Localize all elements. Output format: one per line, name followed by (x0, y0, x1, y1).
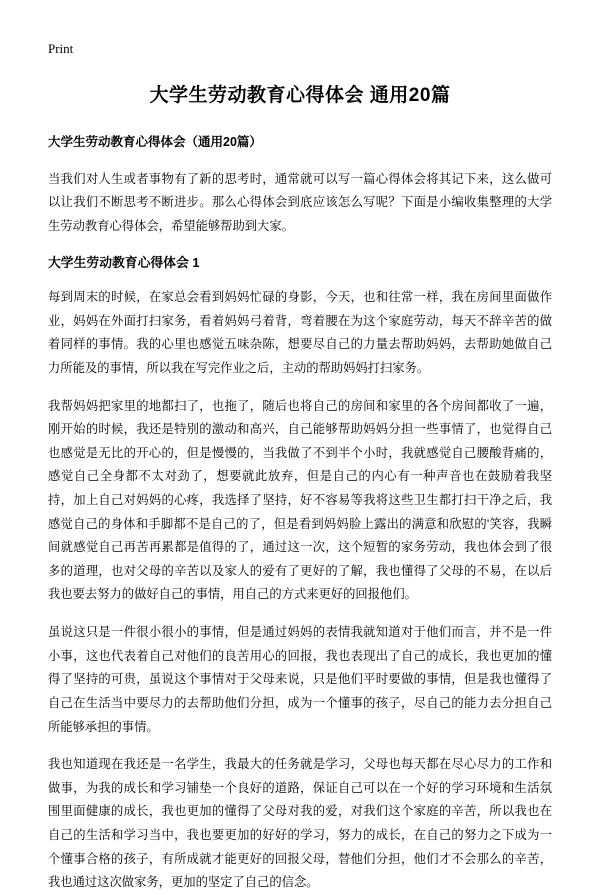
print-button[interactable]: Print (48, 41, 74, 56)
body-paragraph: 虽说这只是一件很小很小的事情，但是通过妈妈的表情我就知道对于他们而言，并不是一件小事，这也代表着自己对他们的良苦用心的回报，我也表现出了自己的成长，我也更加的懂得了坚持的可贵，虽说这个事情对于父母来说，只是他们平时要做的事情，但是我也懂得了自己在生活当中要尽力的去帮助他们分担，成为一个懂事的孩子，尽自己的能力去分担自己所能够承担的事情。 (48, 625, 552, 734)
document-subtitle: 大学生劳动教育心得体会（通用20篇） (48, 134, 262, 149)
page-title: 大学生劳动教育心得体会 通用20篇 (149, 85, 451, 106)
body-paragraph: 我也知道现在我还是一名学生，我最大的任务就是学习，父母也每天都在尽心尽力的工作和做事，为我的成长和学习铺垫一个良好的道路，保证自己可以在一个好的学习环境和生活氛围里面健康的成长，我也更加的懂得了父母对我的爱，对我们这个家庭的辛苦，所以我也在自己的生活和学习当中，我也要更加的好好的学习，努力的成长，在自己的努力之下成为一个懂事合格的孩子，有所成就才能更好的回报父母，替他们分担，他们才不会那么的辛苦，我也通过这次做家务，更加的坚定了自己的信念。 (48, 757, 552, 890)
body-paragraph: 每到周末的时候，在家总会看到妈妈忙碌的身影，今天，也和往常一样，我在房间里面做作业，妈妈在外面打扫家务，看着妈妈弓着背，弯着腰在为这个家庭劳动，每天不辞辛苦的做着同样的事情。我的心里也感觉五味杂陈，想要尽自己的力量去帮助妈妈，去帮助她做自己力所能及的事情，所以我在写完作业之后，主动的帮助妈妈打扫家务。 (48, 290, 552, 375)
body-paragraph: 我帮妈妈把家里的地都扫了，也拖了，随后也将自己的房间和家里的各个房间都收了一遍，刚开始的时候，我还是特别的激动和高兴，自己能够帮助妈妈分担一些事情了，也觉得自己也感觉是无比的开心的，但是慢慢的，当我做了不到半个小时，我就感觉自己腰酸背痛的，感觉自己全身都不太对劲了，想要就此放弃，但是自己的内心有一种声音也在鼓励着我坚持，加上自己对妈妈的心疼，我选择了坚持，好不容易等我将这些卫生都打扫干净之后，我感觉自己的身体和手脚都不是自己的了，但是看到妈妈脸上露出的满意和欣慰的'笑容，我瞬间就感觉自己再苦再累都是值得的了，通过这一次，这个短暂的家务劳动，我也体会到了很多的道理，也对父母的辛苦以及家人的爱有了更好的了解，我也懂得了父母的不易，在以后我也要去努力的做好自己的事情，用自己的方式来更好的回报他们。 (48, 398, 552, 602)
section-heading: 大学生劳动教育心得体会 1 (48, 255, 200, 271)
intro-paragraph: 当我们对人生或者事物有了新的思考时，通常就可以写一篇心得体会将其记下来，这么做可以让我们不断思考不断进步。那么心得体会到底应该怎么写呢？下面是小编收集整理的大学生劳动教育心得体会，希望能够帮助到大家。 (48, 171, 552, 233)
